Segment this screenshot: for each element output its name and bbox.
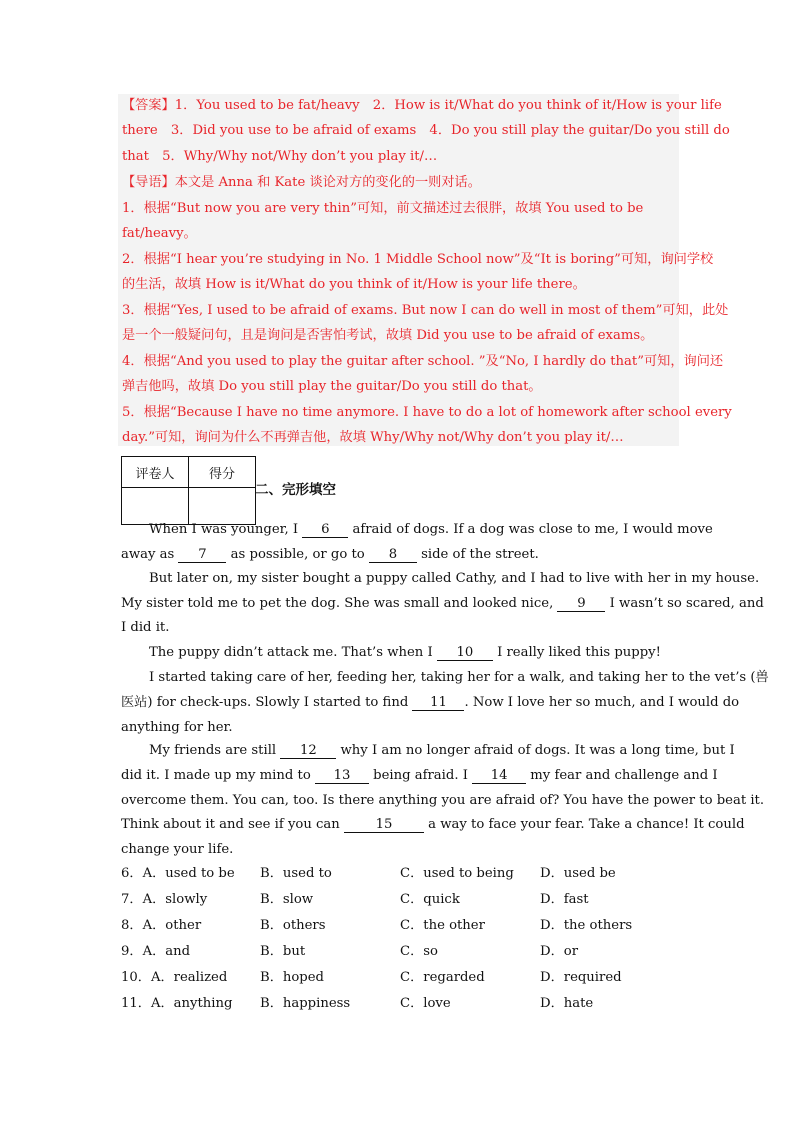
question-number: 7．	[121, 892, 143, 907]
text: My sister told me to pet the dog. She was small and looked nice,	[121, 596, 558, 611]
passage-line	[121, 547, 539, 563]
option-a: A．used to be	[142, 866, 235, 881]
grader-header: 评卷人	[122, 457, 189, 488]
guide-line: 【导语】本文是 Anna 和 Kate 谈论对方的变化的一则对话。	[122, 175, 481, 190]
explanation-line: 是一个一般疑问句，且是询问是否害怕考试，故填 Did you use to be afraid of exams。	[122, 328, 654, 343]
blank-15: 15	[344, 818, 424, 833]
explanation-line: day.”可知，询问为什么不再弹吉他，故填 Why/Why not/Why don’t you play it/…	[122, 430, 624, 445]
blank-9: 9	[557, 597, 605, 612]
question-number: 10．	[121, 970, 151, 985]
explanation-line: 弹吉他吗，故填 Do you still play the guitar/Do you still do that。	[122, 379, 542, 394]
passage-line	[121, 768, 718, 784]
text: I really liked this puppy!	[492, 645, 661, 660]
text: . Now I love her so much, and I would do	[464, 695, 740, 710]
blank-14: 14	[472, 769, 526, 784]
text: 医站) for check-ups. Slowly I started to find	[121, 695, 413, 710]
option-row-6	[121, 866, 235, 882]
option-row-8	[121, 918, 201, 934]
option-d: D．or	[540, 944, 579, 959]
answer-line: that 5．Why/Why not/Why don’t you play it/…	[122, 149, 438, 164]
question-number: 9．	[121, 944, 143, 959]
option-row-9	[121, 944, 190, 960]
blank-7: 7	[178, 548, 226, 563]
option-a: A．realized	[150, 970, 228, 985]
blank-12: 12	[280, 744, 336, 759]
text: why I am no longer afraid of dogs. It was a long time, but I	[336, 743, 735, 758]
explanation-line: 4．根据“And you used to play the guitar after school. ”及“No, I hardly do that”可知，询问还	[122, 354, 724, 369]
text: When I was younger, I	[149, 522, 303, 537]
score-header: 得分	[189, 457, 256, 488]
explanation-line: 5．根据“Because I have no time anymore. I have to do a lot of homework after school every	[122, 405, 732, 420]
explanation-line: 3．根据“Yes, I used to be afraid of exams. But now I can do well in most of them”可知，此处	[122, 303, 729, 318]
text: away as	[121, 547, 179, 562]
option-c: C．love	[400, 996, 451, 1011]
option-a: A．other	[142, 918, 202, 933]
passage-line	[121, 596, 764, 612]
passage-line	[121, 695, 739, 711]
option-b: B．hoped	[260, 970, 324, 985]
text: afraid of dogs. If a dog was close to me, I would move	[348, 522, 713, 537]
grader-cell	[122, 488, 189, 525]
passage-line: I did it.	[121, 620, 170, 635]
text: I wasn’t so scared, and	[605, 596, 764, 611]
passage-line: overcome them. You can, too. Is there anything you are afraid of? You have the power to beat it.	[121, 793, 765, 808]
answer-explanation-box	[118, 94, 732, 446]
text: did it. I made up my mind to	[121, 768, 315, 783]
passage-line: I started taking care of her, feeding her, taking her for a walk, and taking her to the vet’s (兽	[149, 670, 769, 685]
section-title: 二、完形填空	[255, 482, 336, 498]
text: My friends are still	[149, 743, 281, 758]
option-b: B．used to	[260, 866, 332, 881]
option-b: B．happiness	[260, 996, 351, 1011]
option-d: D．fast	[540, 892, 589, 907]
explanation-line: 的生活，故填 How is it/What do you think of it/How is your life there。	[122, 277, 586, 292]
explanation-line: 2．根据“I hear you’re studying in No. 1 Middle School now”及“It is boring”可知，询问学校	[122, 252, 714, 267]
passage-line: But later on, my sister bought a puppy called Cathy, and I had to live with her in my house.	[149, 571, 760, 586]
explanation-line: 1．根据“But now you are very thin”可知，前文描述过去很胖，故填 You used to be	[122, 201, 644, 216]
text: side of the street.	[416, 547, 539, 562]
score-table	[121, 456, 256, 525]
option-d: D．required	[540, 970, 622, 985]
text: a way to face your fear. Take a chance! It could	[423, 817, 745, 832]
blank-8: 8	[369, 548, 417, 563]
text: my fear and challenge and I	[526, 768, 718, 783]
passage-line	[149, 743, 735, 759]
option-c: C．the other	[400, 918, 485, 933]
option-b: B．others	[260, 918, 326, 933]
text: The puppy didn’t attack me. That’s when I	[149, 645, 437, 660]
option-c: C．so	[400, 944, 438, 959]
blank-10: 10	[437, 646, 493, 661]
option-c: C．quick	[400, 892, 460, 907]
passage-line	[149, 645, 661, 661]
text: as possible, or go to	[226, 547, 369, 562]
option-row-7	[121, 892, 207, 908]
score-cell	[189, 488, 256, 525]
question-number: 11．	[121, 996, 151, 1011]
option-c: C．regarded	[400, 970, 485, 985]
option-row-10	[121, 970, 227, 986]
passage-line: change your life.	[121, 842, 234, 857]
passage-line	[149, 522, 713, 538]
passage-line	[121, 817, 745, 833]
option-c: C．used to being	[400, 866, 514, 881]
blank-6: 6	[302, 523, 348, 538]
blank-13: 13	[315, 769, 369, 784]
passage-line: anything for her.	[121, 720, 233, 735]
question-number: 8．	[121, 918, 143, 933]
option-d: D．used be	[540, 866, 616, 881]
option-d: D．the others	[540, 918, 633, 933]
blank-11: 11	[412, 696, 464, 711]
text: Think about it and see if you can	[121, 817, 344, 832]
explanation-line: fat/heavy。	[122, 226, 197, 241]
option-a: A．slowly	[142, 892, 208, 907]
option-b: B．but	[260, 944, 306, 959]
option-row-11	[121, 996, 232, 1012]
option-b: B．slow	[260, 892, 314, 907]
question-number: 6．	[121, 866, 143, 881]
option-a: A．anything	[150, 996, 233, 1011]
text: being afraid. I	[368, 768, 473, 783]
answer-line: 【答案】1．You used to be fat/heavy 2．How is it/What do you think of it/How is your life	[122, 98, 722, 113]
answer-line: there 3．Did you use to be afraid of exams 4．Do you still play the guitar/Do you still do	[122, 123, 730, 138]
option-a: A．and	[142, 944, 191, 959]
option-d: D．hate	[540, 996, 594, 1011]
